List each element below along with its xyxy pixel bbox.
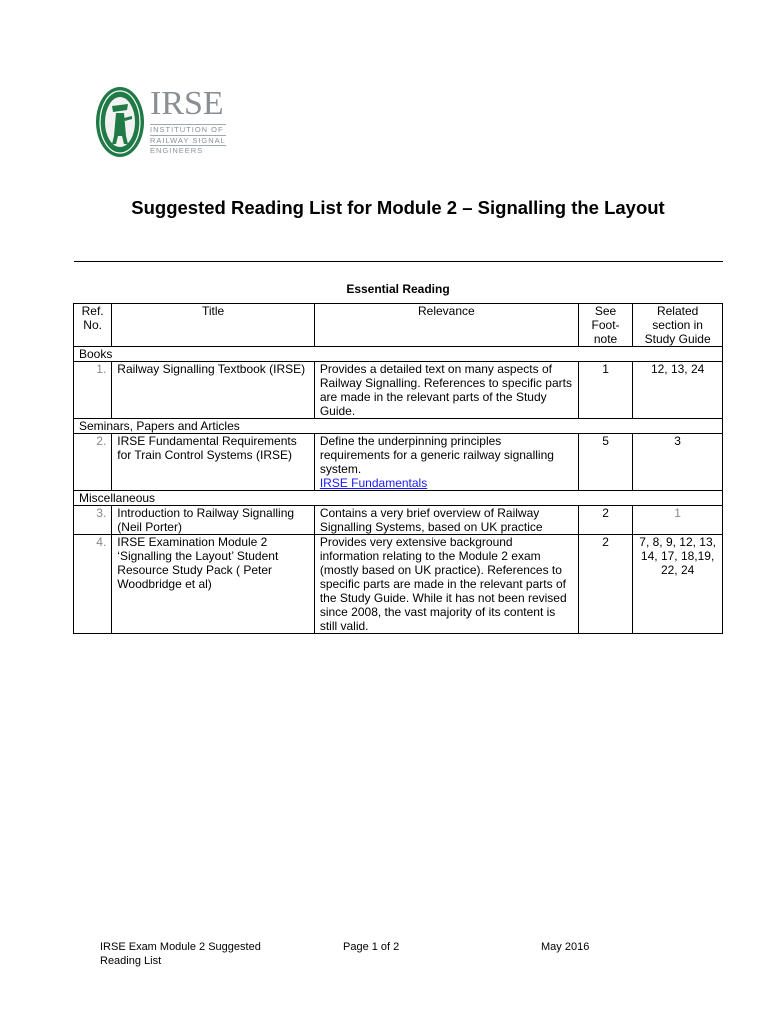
footer-page-number: Page 1 of 2 (343, 941, 400, 953)
group-row (74, 347, 723, 362)
row-footnote: 5 (578, 434, 632, 491)
logo-wordmark (150, 86, 226, 156)
table-row (74, 434, 723, 491)
row-section: 3 (633, 434, 723, 491)
row-title: IRSE Fundamental Requirements for Train Control Systems (IRSE) (112, 434, 315, 491)
row-title: Introduction to Railway Signalling (Neil Porter) (112, 506, 315, 535)
group-label-seminars: Seminars, Papers and Articles (74, 419, 723, 434)
row-relevance-cell (314, 434, 578, 491)
row-section: 7, 8, 9, 12, 13, 14, 17, 18,19, 22, 24 (633, 535, 723, 634)
row-ref: 2. (74, 434, 112, 491)
header-relevance: Relevance (314, 304, 578, 347)
row-ref: 1. (74, 362, 112, 419)
row-footnote: 2 (578, 535, 632, 634)
document-title: Suggested Reading List for Module 2 – Signalling the Layout (131, 197, 665, 218)
table-row (74, 506, 723, 535)
header-section: Related section in Study Guide (633, 304, 723, 347)
table-row (74, 535, 723, 634)
row-ref: 4. (74, 535, 112, 634)
row-relevance: Provides a detailed text on many aspects of Railway Signalling. References to specific parts are made in the relevant parts of the Study Guide. (314, 362, 578, 419)
table-row (74, 362, 723, 419)
row-title: IRSE Examination Module 2 ‘Signalling the Layout’ Student Resource Study Pack ( Peter Woodbridge et al) (112, 535, 315, 634)
reading-list-table (73, 303, 723, 634)
row-relevance: Contains a very brief overview of Railway Signalling Systems, based on UK practice (314, 506, 578, 535)
title-divider (74, 261, 723, 262)
table-header-row (74, 304, 723, 347)
header-ref: Ref. No. (74, 304, 112, 347)
row-section: 12, 13, 24 (633, 362, 723, 419)
header-footnote: See Foot-note (578, 304, 632, 347)
row-relevance: Define the underpinning principles requirements for a generic railway signalling system. (319, 434, 554, 476)
row-footnote: 2 (578, 506, 632, 535)
logo-name: IRSE (150, 85, 224, 122)
group-label-books: Books (74, 347, 723, 362)
group-row (74, 491, 723, 506)
logo-line-1: INSTITUTION OF (150, 124, 226, 135)
footer-document-name: IRSE Exam Module 2 Suggested Reading List (100, 941, 261, 967)
header-title: Title (112, 304, 315, 347)
footer-date: May 2016 (541, 941, 590, 953)
section-heading: Essential Reading (346, 282, 450, 296)
logo-line-3: ENGINEERS (150, 145, 226, 156)
group-label-misc: Miscellaneous (74, 491, 723, 506)
row-title: Railway Signalling Textbook (IRSE) (112, 362, 315, 419)
irse-fundamentals-link[interactable]: IRSE Fundamentals (319, 476, 428, 490)
logo-line-2: RAILWAY SIGNAL (150, 135, 226, 145)
row-relevance: Provides very extensive background information relating to the Module 2 exam (mostly based on UK practice). References to specific parts are made in the relevant parts of the Study Guide. While it has not been revised since 2008, the vast majority of its content is still valid. (314, 535, 578, 634)
row-section: 1 (633, 506, 723, 535)
row-ref: 3. (74, 506, 112, 535)
group-row (74, 419, 723, 434)
row-footnote: 1 (578, 362, 632, 419)
